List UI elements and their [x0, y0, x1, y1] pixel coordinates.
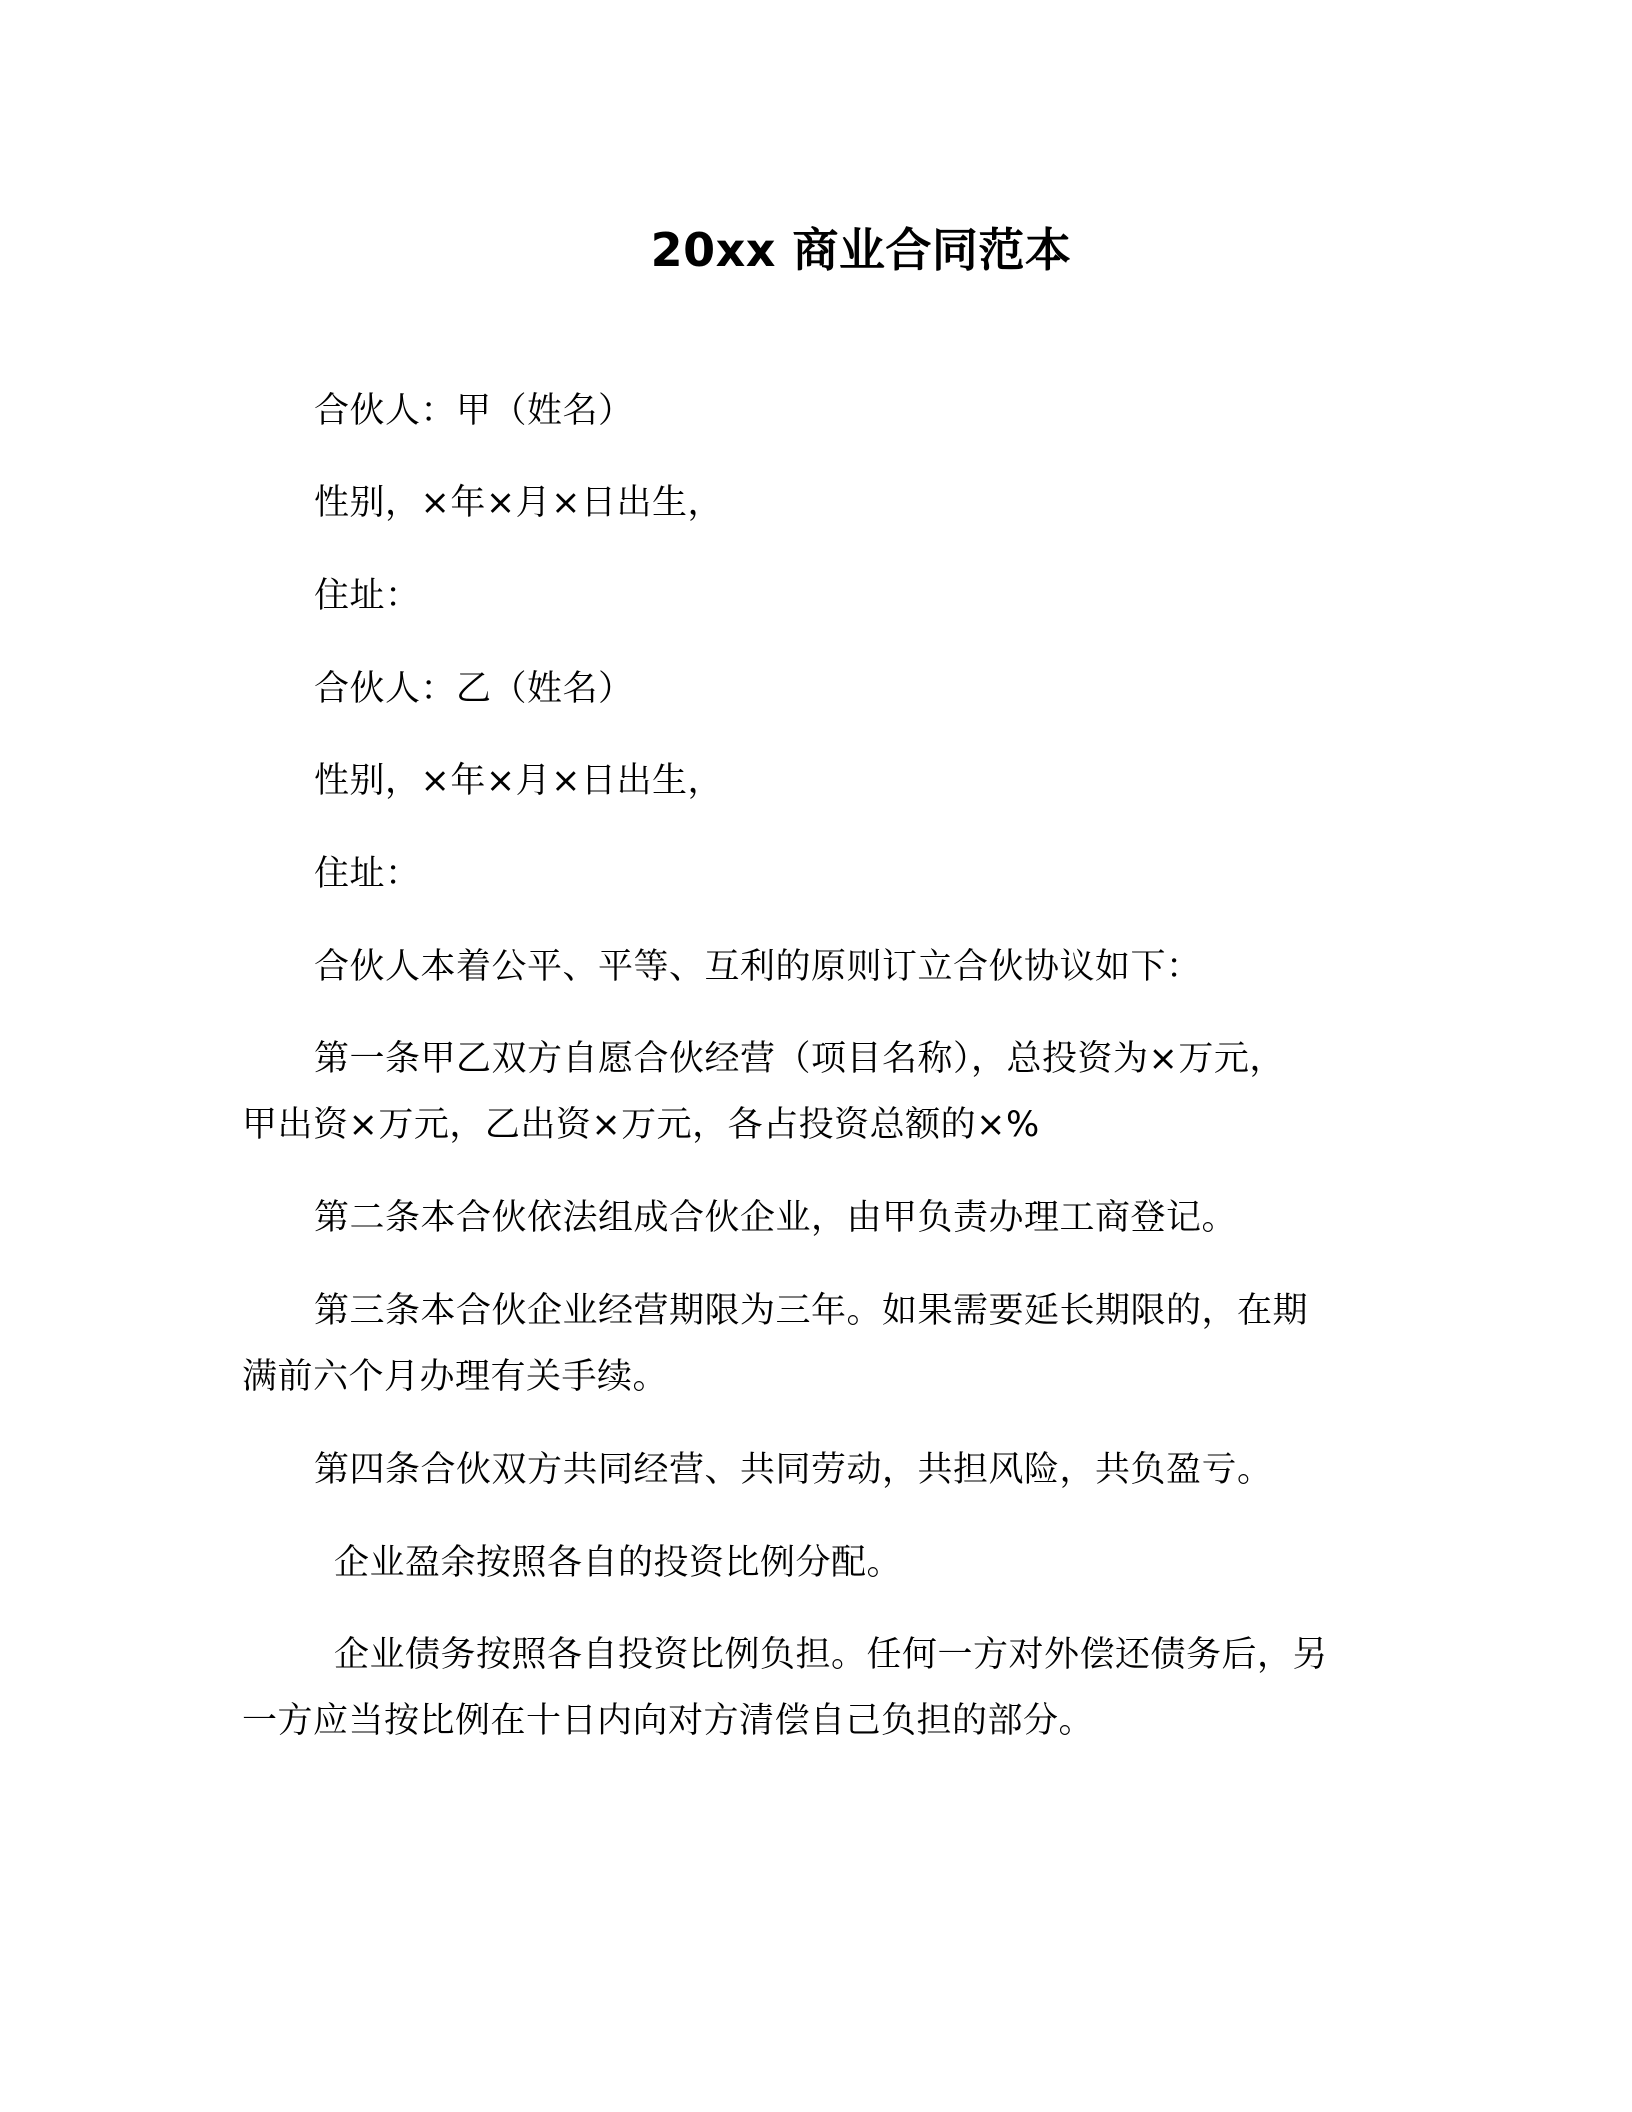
article-3 — [242, 1278, 1382, 1410]
paragraph-line: 性别，×年×月×日出生， — [314, 761, 723, 801]
document-title: 20xx 商业合同范本 — [650, 223, 1072, 277]
article-1 — [242, 1026, 1382, 1158]
paragraph-line: 第二条本合伙依法组成合伙企业，由甲负责办理工商登记。 — [314, 1198, 1238, 1238]
paragraph-line: 性别，×年×月×日出生， — [314, 483, 723, 523]
paragraph-line: 甲出资×万元，乙出资×万元，各占投资总额的×% — [242, 1105, 1040, 1145]
paragraph-line: 第三条本合伙企业经营期限为三年。如果需要延长期限的，在期 — [314, 1291, 1309, 1331]
profit-distribution — [242, 1530, 1382, 1596]
partner-b-name — [242, 656, 1382, 722]
paragraph-line: 住址： — [314, 854, 421, 894]
paragraph-line: 一方应当按比例在十日内向对方清偿自己负担的部分。 — [242, 1701, 1095, 1741]
paragraph-line: 住址： — [314, 576, 421, 616]
debt-sharing — [242, 1622, 1382, 1754]
paragraph-line: 满前六个月办理有关手续。 — [242, 1357, 669, 1397]
partner-a-address — [242, 563, 1382, 629]
paragraph-line: 第一条甲乙双方自愿合伙经营（项目名称），总投资为×万元， — [314, 1039, 1285, 1079]
paragraph-line: 合伙人：甲（姓名） — [314, 391, 634, 431]
paragraph-line: 合伙人：乙（姓名） — [314, 669, 634, 709]
partner-a-gender-birth — [242, 470, 1382, 536]
partner-b-address — [242, 841, 1382, 907]
article-4 — [242, 1437, 1382, 1503]
agreement-preamble — [242, 934, 1382, 1000]
paragraph-line: 合伙人本着公平、平等、互利的原则订立合伙协议如下： — [314, 947, 1202, 987]
partner-b-gender-birth — [242, 748, 1382, 814]
paragraph-line: 第四条合伙双方共同经营、共同劳动，共担风险，共负盈亏。 — [314, 1450, 1273, 1490]
paragraph-line: 企业债务按照各自投资比例负担。任何一方对外偿还债务后，另 — [334, 1635, 1329, 1675]
partner-a-name — [242, 378, 1382, 444]
paragraph-line: 企业盈余按照各自的投资比例分配。 — [334, 1543, 903, 1583]
article-2 — [242, 1185, 1382, 1251]
